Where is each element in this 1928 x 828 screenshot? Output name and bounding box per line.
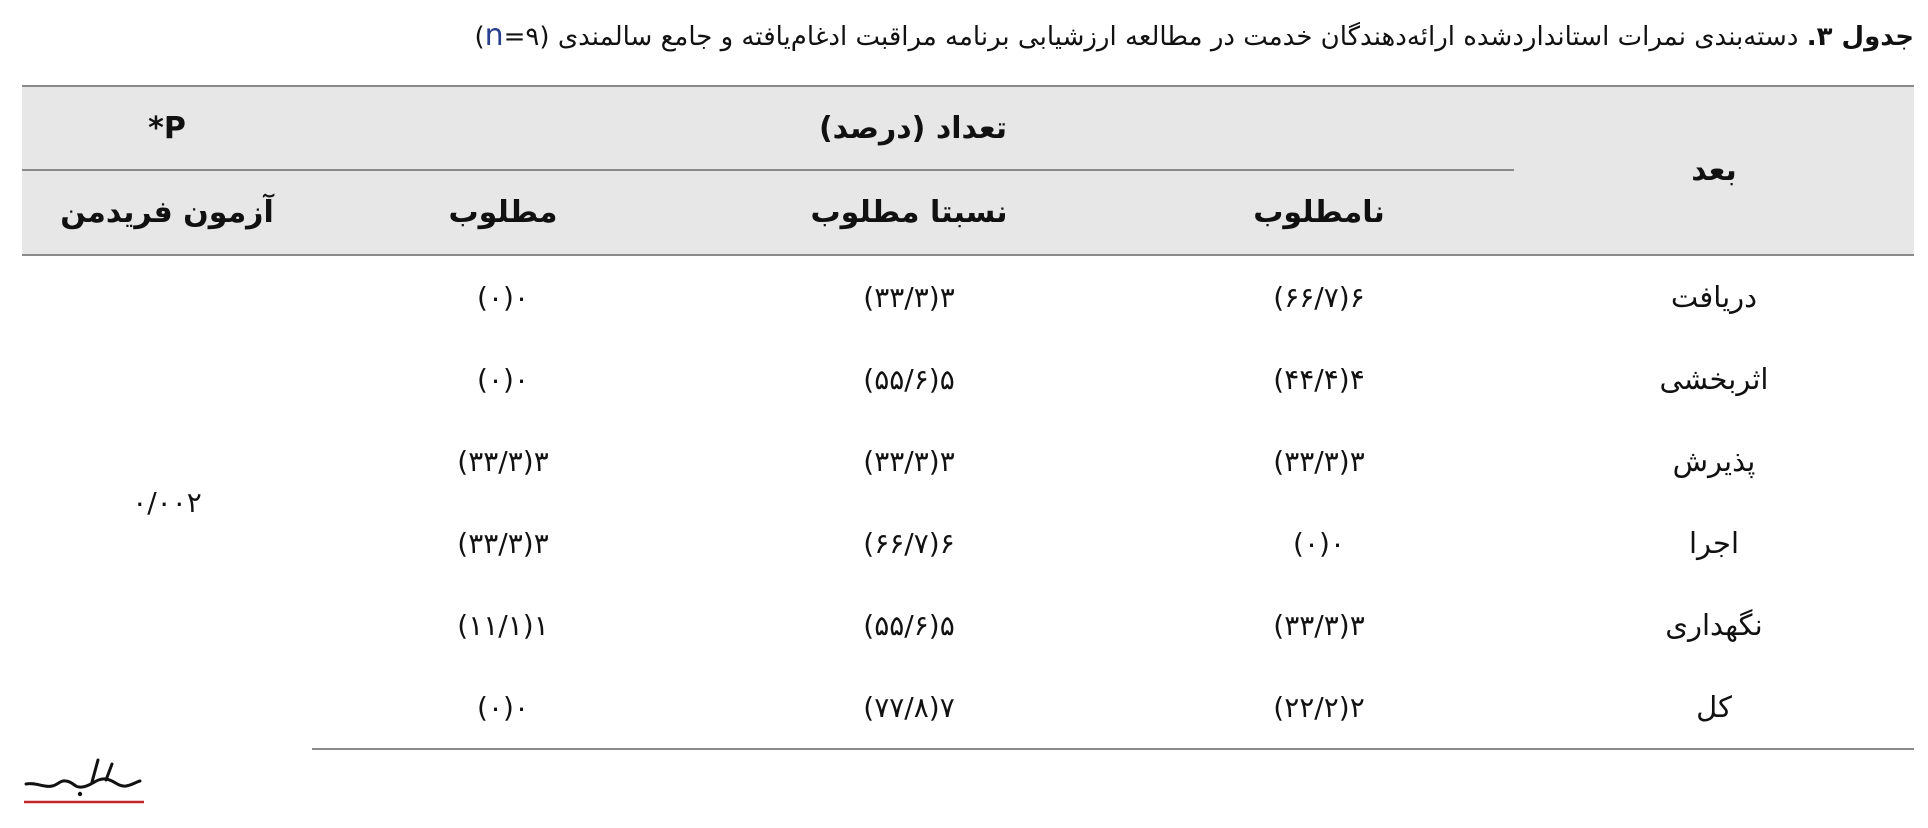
dimension-cell: اجرا [1688, 526, 1740, 560]
dimension-cell: دریافت [1670, 280, 1758, 314]
desirable-cell: ۱(۱۱/۱) [457, 608, 549, 642]
dimension-cell: کل [1514, 666, 1914, 749]
dimension-header: بعد [1514, 86, 1914, 255]
relatively-desirable-cell: ۳(۳۳/۳) [863, 280, 955, 314]
undesirable-header: نامطلوب [1124, 170, 1514, 255]
desirable-cell: ۳(۳۳/۳) [457, 444, 549, 478]
relatively-desirable-cell: ۵(۵۵/۶) [863, 608, 955, 642]
table-caption-n-open: ( [539, 22, 550, 52]
desirable-cell: ۳(۳۳/۳) [457, 526, 549, 560]
p-value-cell: ۰/۰۰۲ [132, 486, 202, 519]
salmand-logo [22, 752, 146, 804]
undesirable-cell: ۰(۰) [1293, 526, 1345, 560]
table-caption-n-value: =۹) [474, 22, 540, 52]
desirable-header: مطلوب [312, 170, 694, 255]
relatively-desirable-header: نسبتا مطلوب [694, 170, 1124, 255]
dimension-cell: پذیرش [1672, 444, 1756, 478]
desirable-cell: ۰(۰) [477, 362, 529, 396]
friedman-header: آزمون فریدمن [22, 170, 312, 255]
desirable-cell: ۰(۰) [312, 666, 694, 749]
dimension-cell: اثربخشی [1659, 362, 1769, 396]
undesirable-cell: ۳(۳۳/۳) [1273, 608, 1365, 642]
logo-lam-stroke [106, 764, 112, 780]
dimension-cell: نگهداری [1665, 608, 1763, 642]
table-caption-n-letter: n [484, 18, 504, 53]
table-caption-label: جدول ۳. [1806, 22, 1914, 52]
header-row-1 [22, 86, 1914, 170]
undesirable-cell: ۶(۶۶/۷) [1273, 280, 1365, 314]
undesirable-cell: ۴(۴۴/۴) [1273, 362, 1365, 396]
table-caption-text: دسته‌بندی نمرات استانداردشده ارائه‌دهندگان خدمت در مطالعه ارزشیابی برنامه مراقبت ادغام‌یافته و جامع سالمندی [557, 22, 1799, 52]
relatively-desirable-cell: ۶(۶۶/۷) [863, 526, 955, 560]
relatively-desirable-cell: ۵(۵۵/۶) [863, 362, 955, 396]
desirable-cell: ۰(۰) [477, 280, 529, 314]
undesirable-cell: ۳(۳۳/۳) [1273, 444, 1365, 478]
relatively-desirable-cell: ۳(۳۳/۳) [863, 444, 955, 478]
relatively-desirable-cell: ۷(۷۷/۸) [694, 666, 1124, 749]
logo-dot [78, 792, 82, 796]
count-header: تعداد (درصد) [312, 86, 1514, 170]
table-caption [14, 14, 1914, 59]
undesirable-cell: ۲(۲۲/۲) [1124, 666, 1514, 749]
table-row [22, 255, 1914, 338]
logo-script-stroke [26, 779, 140, 787]
p-header: P* [22, 86, 312, 170]
logo-alef-stroke [92, 760, 98, 782]
data-table [22, 85, 1914, 750]
